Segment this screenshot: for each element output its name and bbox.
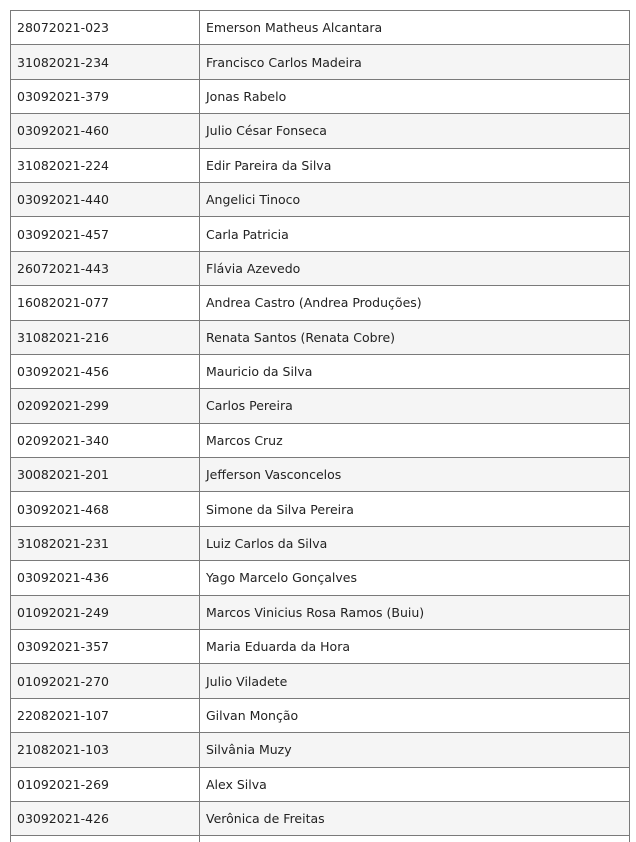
table-row: [11, 801, 630, 835]
person-name-cell: Verônica de Freitas: [200, 801, 630, 835]
person-name-cell: Edir Pareira da Silva: [200, 148, 630, 182]
table-row: [11, 664, 630, 698]
table-row: [11, 836, 630, 842]
registration-code-cell: 30082021-201: [11, 458, 200, 492]
table-row: [11, 767, 630, 801]
table-row: [11, 251, 630, 285]
person-name-cell: Francisco Carlos Madeira: [200, 45, 630, 79]
registration-code-cell: 31082021-231: [11, 526, 200, 560]
person-name-cell: Angelici Tinoco: [200, 182, 630, 216]
table-row: [11, 492, 630, 526]
registration-code-cell: 22082021-107: [11, 698, 200, 732]
registration-code-cell: 03092021-426: [11, 801, 200, 835]
table-row: [11, 286, 630, 320]
table-row: [11, 595, 630, 629]
table-row: [11, 320, 630, 354]
registration-code-cell: 02092021-340: [11, 423, 200, 457]
registration-code-cell: 28072021-023: [11, 11, 200, 45]
table-row: [11, 148, 630, 182]
registration-code-cell: [11, 836, 200, 842]
table-row: [11, 526, 630, 560]
person-name-cell: Simone da Silva Pereira: [200, 492, 630, 526]
registration-code-cell: 01092021-270: [11, 664, 200, 698]
table-row: [11, 561, 630, 595]
person-name-cell: Julio César Fonseca: [200, 114, 630, 148]
table-row: [11, 182, 630, 216]
person-name-cell: Luiz Carlos da Silva: [200, 526, 630, 560]
registration-code-cell: 21082021-103: [11, 733, 200, 767]
person-name-cell: Emerson Matheus Alcantara: [200, 11, 630, 45]
registration-code-cell: 03092021-457: [11, 217, 200, 251]
person-name-cell: Jefferson Vasconcelos: [200, 458, 630, 492]
person-name-cell: Renata Santos (Renata Cobre): [200, 320, 630, 354]
registration-code-cell: 31082021-234: [11, 45, 200, 79]
table-row: [11, 458, 630, 492]
registration-code-cell: 03092021-379: [11, 79, 200, 113]
records-table: [10, 10, 630, 842]
table-row: [11, 389, 630, 423]
table-row: [11, 217, 630, 251]
table-row: [11, 423, 630, 457]
table-row: [11, 79, 630, 113]
person-name-cell: Carla Patricia: [200, 217, 630, 251]
person-name-cell: Maria Eduarda da Hora: [200, 630, 630, 664]
table-row: [11, 114, 630, 148]
table-row: [11, 630, 630, 664]
registration-code-cell: 31082021-224: [11, 148, 200, 182]
person-name-cell: Mauricio da Silva: [200, 354, 630, 388]
table-row: [11, 698, 630, 732]
person-name-cell: Alex Silva: [200, 767, 630, 801]
person-name-cell: Jonas Rabelo: [200, 79, 630, 113]
table-row: [11, 11, 630, 45]
registration-code-cell: 02092021-299: [11, 389, 200, 423]
registration-code-cell: 03092021-357: [11, 630, 200, 664]
person-name-cell: Marcos Vinicius Rosa Ramos (Buiu): [200, 595, 630, 629]
records-table-body: [11, 11, 630, 842]
registration-code-cell: 03092021-440: [11, 182, 200, 216]
person-name-cell: Marcos Cruz: [200, 423, 630, 457]
table-row: [11, 354, 630, 388]
person-name-cell: Andrea Castro (Andrea Produções): [200, 286, 630, 320]
table-row: [11, 45, 630, 79]
registration-code-cell: 01092021-249: [11, 595, 200, 629]
registration-code-cell: 03092021-468: [11, 492, 200, 526]
registration-code-cell: 16082021-077: [11, 286, 200, 320]
person-name-cell: Silvânia Muzy: [200, 733, 630, 767]
person-name-cell: Flávia Azevedo: [200, 251, 630, 285]
registration-code-cell: 26072021-443: [11, 251, 200, 285]
registration-code-cell: 03092021-460: [11, 114, 200, 148]
person-name-cell: [200, 836, 630, 842]
registration-code-cell: 01092021-269: [11, 767, 200, 801]
person-name-cell: Gilvan Monção: [200, 698, 630, 732]
table-row: [11, 733, 630, 767]
registration-code-cell: 03092021-436: [11, 561, 200, 595]
registration-code-cell: 03092021-456: [11, 354, 200, 388]
person-name-cell: Yago Marcelo Gonçalves: [200, 561, 630, 595]
person-name-cell: Carlos Pereira: [200, 389, 630, 423]
person-name-cell: Julio Viladete: [200, 664, 630, 698]
registration-code-cell: 31082021-216: [11, 320, 200, 354]
